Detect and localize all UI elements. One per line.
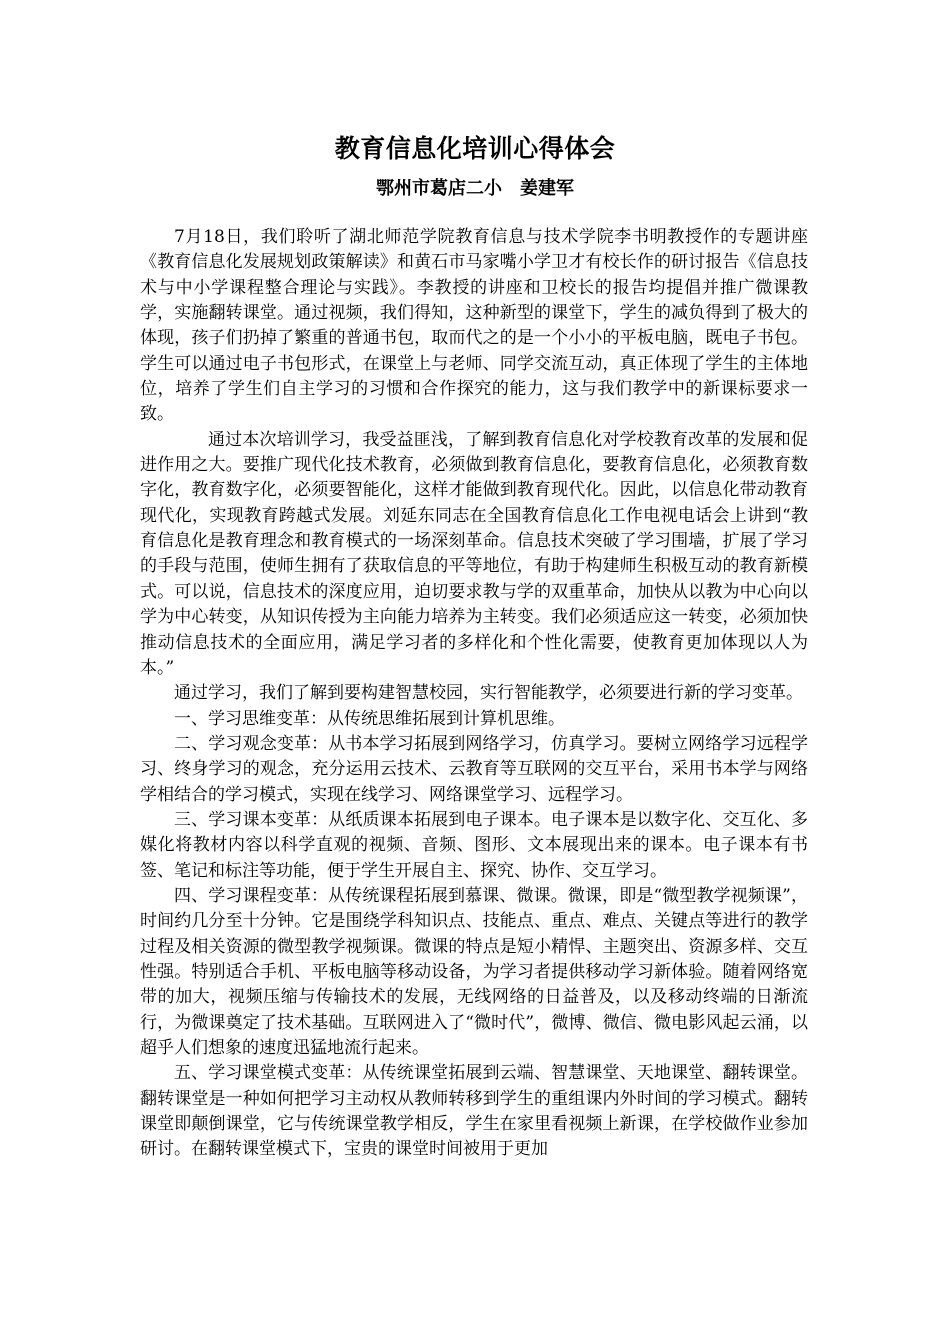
paragraph: 四、学习课程变革：从传统课程拓展到慕课、微课。微课，即是“微型教学视频课”，时间约几分至十分钟。它是围绕学科知识点、技能点、重点、难点、关键点等进行的教学过程及相关资源的微型教学视频课。微课的特点是短小精悍、主题突出、资源多样、交互性强。特别适合手机、平板电脑等移动设备，为学习者提供移动学习新体验。随着网络宽带的加大，视频压缩与传输技术的发展，无线网络的日益普及，以及移动终端的日渐流行，为微课奠定了技术基础。互联网进入了“微时代”，微博、微信、微电影风起云涌，以超乎人们想象的速度迅猛地流行起来。 bbox=[140, 885, 808, 1058]
document-body bbox=[140, 225, 808, 1163]
paragraph: 通过本次培训学习，我受益匪浅，了解到教育信息化对学校教育改革的发展和促进作用之大。要推广现代化技术教育，必须做到教育信息化，要教育信息化，必须教育数字化，教育数字化，必须要智能化，这样才能做到教育现代化。因此，以信息化带动教育现代化，实现教育跨越式发展。刘延东同志在全国教育信息化工作电视电话会上讲到“教育信息化是教育理念和教育模式的一场深刻革命。信息技术突破了学习围墙，扩展了学习的手段与范围，使师生拥有了获取信息的平等地位，有助于构建师生积极互动的教育新模式。可以说，信息技术的深度应用，迫切要求教与学的双重革命，加快从以教为中心向以学为中心转变，从知识传授为主向能力培养为主转变。我们必须适应这一转变，必须加快推动信息技术的全面应用，满足学习者的多样化和个性化需要，使教育更加体现以人为本。” bbox=[140, 429, 808, 678]
paragraph: 三、学习课本变革：从纸质课本拓展到电子课本。电子课本是以数字化、交互化、多媒化将教材内容以科学直观的视频、音频、图形、文本展现出来的课本。电子课本有书签、笔记和标注等功能，便于学生开展自主、探究、协作、交互学习。 bbox=[140, 809, 808, 881]
paragraph: 7月18日，我们聆听了湖北师范学院教育信息与技术学院李书明教授作的专题讲座《教育信息化发展规划政策解读》和黄石市马家嘴小学卫才有校长作的研讨报告《信息技术与中小学课程整合理论与实践》。李教授的讲座和卫校长的报告均提倡并推广微课教学，实施翻转课堂。通过视频，我们得知，这种新型的课堂下，学生的减负得到了极大的体现，孩子们扔掉了繁重的普通书包，取而代之的是一个小小的平板电脑，既电子书包。学生可以通过电子书包形式，在课堂上与老师、同学交流互动，真正体现了学生的主体地位，培养了学生们自主学习的习惯和合作探究的能力，这与我们教学中的新课标要求一致。 bbox=[140, 227, 808, 425]
author-line: 鄂州市葛店二小 姜建军 bbox=[376, 178, 574, 199]
paragraph: 一、学习思维变革：从传统思维拓展到计算机思维。 bbox=[174, 708, 565, 729]
document-title: 教育信息化培训心得体会 bbox=[334, 134, 616, 163]
paragraph: 五、学习课堂模式变革：从传统课堂拓展到云端、智慧课堂、天地课堂、翻转课堂。翻转课堂是一种如何把学习主动权从教师转移到学生的重组课内外时间的学习模式。翻转课堂即颠倒课堂，它与传统课堂教学相反，学生在家里看视频上新课，在学校做作业参加研讨。在翻转课堂模式下，宝贵的课堂时间被用于更加 bbox=[140, 1063, 808, 1160]
paragraph: 二、学习观念变革：从书本学习拓展到网络学习，仿真学习。要树立网络学习远程学习、终身学习的观念，充分运用云技术、云教育等互联网的交互平台，采用书本学与网络学相结合的学习模式，实现在线学习、网络课堂学习、远程学习。 bbox=[140, 733, 808, 805]
paragraph: 通过学习，我们了解到要构建智慧校园，实行智能教学，必须要进行新的学习变革。 bbox=[174, 683, 803, 704]
